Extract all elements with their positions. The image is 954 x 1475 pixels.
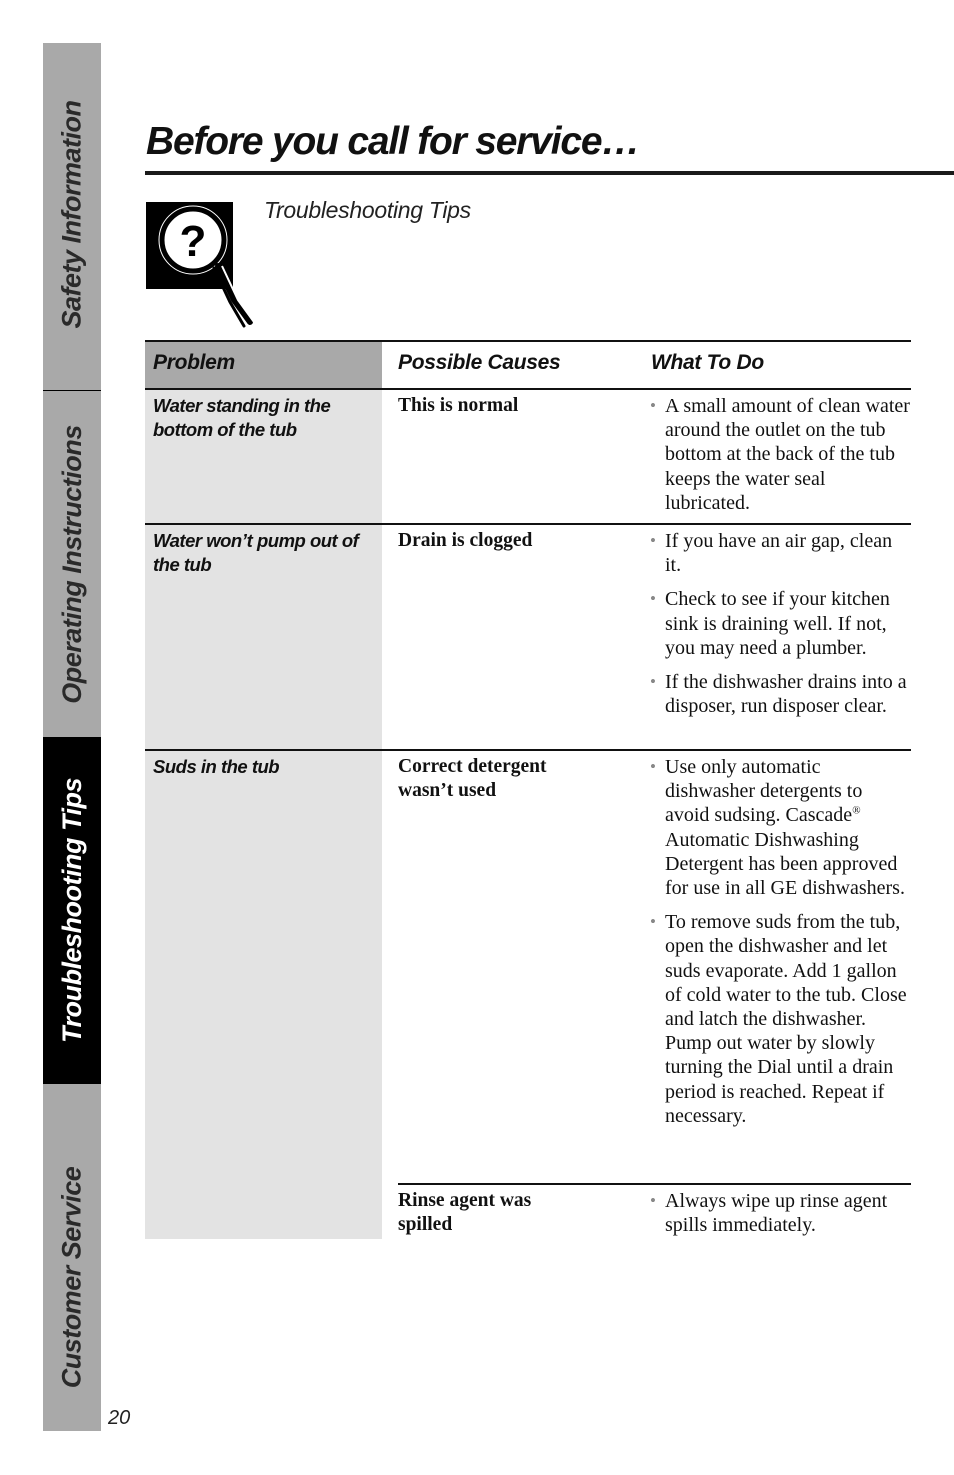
cause-divider <box>398 1183 911 1185</box>
cause-text: Drain is clogged <box>398 530 533 551</box>
tab-label: Operating Instructions <box>56 424 87 704</box>
problem-text: Water standing in the bottom of the tub <box>153 395 331 440</box>
problem-cell-bg <box>145 751 382 1239</box>
tip-item <box>650 394 911 515</box>
table-row <box>145 751 911 1239</box>
tip-text: Always wipe up rinse agent spills immediately. <box>665 1190 888 1237</box>
tip-text: A small amount of clean water around the outlet on the tub bottom at the back of the tub keeps the water seal lubricated. <box>665 395 910 514</box>
bullet-icon: • <box>650 1191 656 1210</box>
tip-item <box>650 587 911 660</box>
cause-text: Rinse agent was spilled <box>398 1190 532 1235</box>
tip-item <box>650 1189 911 1237</box>
bullet-icon: • <box>650 672 656 692</box>
title-rule <box>145 171 954 175</box>
todo-list <box>650 529 911 728</box>
header-problem: Problem <box>153 351 235 374</box>
tab-safety-information[interactable] <box>43 43 101 390</box>
tip-text: Use only automatic dishwasher detergents to avoid sudsing. Cascade® Automatic Dishwashing Detergent has been approved for use in all GE dishwashers. <box>665 756 905 900</box>
tab-troubleshooting-tips[interactable] <box>43 737 101 1084</box>
tip-item <box>650 910 911 1128</box>
tab-label: Customer Service <box>56 1166 87 1389</box>
tab-customer-service[interactable] <box>43 1084 101 1431</box>
page-number: 20 <box>108 1407 131 1429</box>
problem-text: Suds in the tub <box>153 756 280 777</box>
tip-text: To remove suds from the tub, open the dishwasher and let suds evaporate. Add 1 gallon of cold water to the tub. Close and latch the dishwasher. Pump out water by slowly turning the Dial until a drain period is reached. Repeat if necessary. <box>665 911 907 1127</box>
tip-item <box>650 529 911 577</box>
cause-text: Correct detergent wasn’t used <box>398 756 547 801</box>
table-row <box>145 390 911 523</box>
todo-list <box>650 755 911 1138</box>
bullet-icon: • <box>650 589 656 609</box>
troubleshooting-table <box>145 340 911 1239</box>
tab-label: Safety Information <box>56 100 87 329</box>
table-row <box>145 525 911 749</box>
svg-text:?: ? <box>179 217 207 266</box>
header-what-to-do: What To Do <box>651 351 764 374</box>
table-header <box>145 340 911 390</box>
page-title: Before you call for service… <box>146 120 640 163</box>
todo-list <box>650 394 911 525</box>
section-subtitle: Troubleshooting Tips <box>264 197 471 223</box>
cause-block <box>398 751 911 1183</box>
header-possible-causes: Possible Causes <box>398 351 561 374</box>
todo-list <box>650 1189 911 1247</box>
tip-text: If the dishwasher drains into a disposer, run disposer clear. <box>665 671 907 718</box>
bullet-icon: • <box>650 757 656 776</box>
tip-item <box>650 670 911 718</box>
tip-text: If you have an air gap, clean it. <box>665 530 893 577</box>
problem-text: Water won’t pump out of the tub <box>153 530 359 575</box>
bullet-icon: • <box>650 912 656 932</box>
cause-text: This is normal <box>398 395 519 416</box>
side-tabs <box>43 43 101 1431</box>
tip-text: Check to see if your kitchen sink is draining well. If not, you may need a plumber. <box>665 588 890 659</box>
bullet-icon: • <box>650 531 656 550</box>
tip-item <box>650 755 911 900</box>
question-mark-icon <box>146 202 261 332</box>
tab-label: Troubleshooting Tips <box>56 778 87 1043</box>
bullet-icon: • <box>650 396 656 415</box>
tab-operating-instructions[interactable] <box>43 391 101 737</box>
